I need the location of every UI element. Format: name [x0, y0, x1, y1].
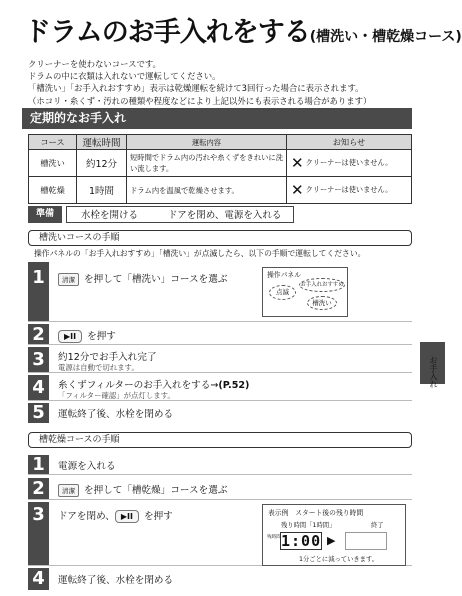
- page-title: ドラムのお手入れをする(槽洗い・槽乾燥コース): [24, 17, 462, 48]
- cross-icon: ✕: [291, 181, 304, 199]
- intro-line: （ホコリ・糸くず・汚れの種類や程度などにより上記以外にも表示される場合があります）: [28, 95, 372, 106]
- course-time: 1時間: [77, 177, 127, 204]
- intro-line: 「槽洗い」「お手入れおすすめ」表示は乾燥運転を続けて3回行った場合に表示されます。: [28, 83, 364, 94]
- dry-procedure-heading: 槽乾燥コースの手順: [28, 432, 412, 448]
- step-subtext: 「フィルター確認」が点灯します。: [58, 391, 175, 400]
- step-text: 清潔 を押して「槽洗い」コースを選ぶ: [58, 271, 227, 286]
- wash-step-2: [28, 324, 412, 345]
- side-index-label: お手入れ: [429, 356, 438, 388]
- end-time-readout: [345, 532, 387, 550]
- maintenance-table: [28, 134, 412, 204]
- table-header: コース: [29, 135, 77, 150]
- page-reference-link: (P.52): [218, 380, 250, 391]
- table-row: [29, 150, 412, 177]
- course-note: [287, 177, 412, 204]
- remaining-label: 残り時間「1時間」: [281, 522, 336, 529]
- step-text: 運転終了後、水栓を閉める: [58, 409, 174, 420]
- dry-step-1: [28, 455, 412, 475]
- course-name: 槽乾燥: [29, 177, 77, 204]
- care-recommend-indicator: お手入れおすすめ: [299, 278, 345, 292]
- wash-procedure-heading: 槽洗いコースの手順: [28, 230, 412, 246]
- step-text: 約12分でお手入れ完了: [58, 352, 157, 363]
- step-number: 2: [28, 324, 49, 344]
- arrow-icon: ▶: [327, 534, 336, 547]
- step-number: 2: [28, 478, 49, 499]
- clean-button-icon: 清潔: [58, 273, 79, 286]
- preparation-flow: [28, 206, 294, 223]
- table-header: お知らせ: [287, 135, 412, 150]
- prep-step: ドアを閉め、電源を入れる: [150, 206, 294, 223]
- note-text: クリーナーは使いません。: [305, 185, 393, 194]
- wash-step-4: [28, 375, 412, 401]
- step-text: 運転終了後、水栓を閉める: [58, 575, 174, 586]
- step-number: 1: [28, 262, 49, 321]
- start-button-icon: ▶II: [115, 510, 139, 523]
- step-number: 4: [28, 375, 49, 400]
- section-title-periodic-care: 定期的なお手入れ: [22, 108, 412, 129]
- start-button-icon: ▶II: [58, 330, 82, 343]
- intro-line: ドラムの中に衣類は入れないで運転してください。: [28, 71, 221, 82]
- prep-step: 水栓を開ける: [66, 206, 151, 223]
- step-text: 清潔 を押して「槽乾燥」コースを選ぶ: [58, 482, 227, 497]
- step-number: 5: [28, 403, 49, 423]
- display-example: [262, 504, 406, 566]
- drum-wash-indicator: 槽洗い: [307, 296, 337, 310]
- course-time: 約12分: [77, 150, 127, 177]
- table-header-row: [29, 135, 412, 150]
- step-text: ドアを閉め、 ▶II を押す: [58, 511, 173, 522]
- step-text: 糸くずフィルターのお手入れをする→(P.52): [58, 380, 250, 391]
- intro-text: [28, 58, 371, 107]
- course-name: 槽洗い: [29, 150, 77, 177]
- step-number: 4: [28, 568, 49, 590]
- course-description: ドラム内を温風で乾燥させます。: [127, 177, 287, 204]
- remaining-time-side-label: 残時間: [267, 535, 281, 540]
- step-number: 3: [28, 502, 49, 565]
- clean-button-icon: 清潔: [58, 484, 79, 497]
- dry-step-2: [28, 478, 412, 500]
- wash-step-5: [28, 403, 412, 423]
- step-text: ▶II を押す: [58, 328, 116, 343]
- time-readout: 1:00: [281, 532, 322, 550]
- dry-step-4: [28, 568, 412, 590]
- step-text: 電源を入れる: [58, 461, 116, 472]
- prep-label: 準備: [28, 206, 62, 223]
- control-panel-illustration: [262, 267, 348, 317]
- course-note: [287, 150, 412, 177]
- table-header: 運転時間: [77, 135, 127, 150]
- table-header: 運転内容: [127, 135, 287, 150]
- course-description: 短時間でドラム内の汚れや糸くずをきれいに洗い流します。: [127, 150, 287, 177]
- wash-step-1: [28, 262, 412, 322]
- wash-step-3: [28, 347, 412, 373]
- table-row: [29, 177, 412, 204]
- display-note: 1分ごとに減っていきます。: [299, 556, 379, 563]
- end-label: 終了: [371, 522, 384, 529]
- blink-button: 点滅: [269, 285, 296, 300]
- note-text: クリーナーは使いません。: [305, 158, 393, 167]
- step-subtext: 電源は自動で切れます。: [58, 363, 139, 372]
- step-number: 1: [28, 455, 49, 474]
- cross-icon: ✕: [291, 154, 304, 172]
- step-number: 3: [28, 347, 49, 372]
- intro-line: クリーナーを使わないコースです。: [28, 59, 161, 69]
- wash-hint: 操作パネルの「お手入れおすすめ」「槽洗い」が点滅したら、以下の手順で運転してください。: [34, 249, 366, 258]
- panel-label: 操作パネル: [267, 271, 301, 279]
- display-label: 表示例 スタート後の残り時間: [268, 509, 364, 517]
